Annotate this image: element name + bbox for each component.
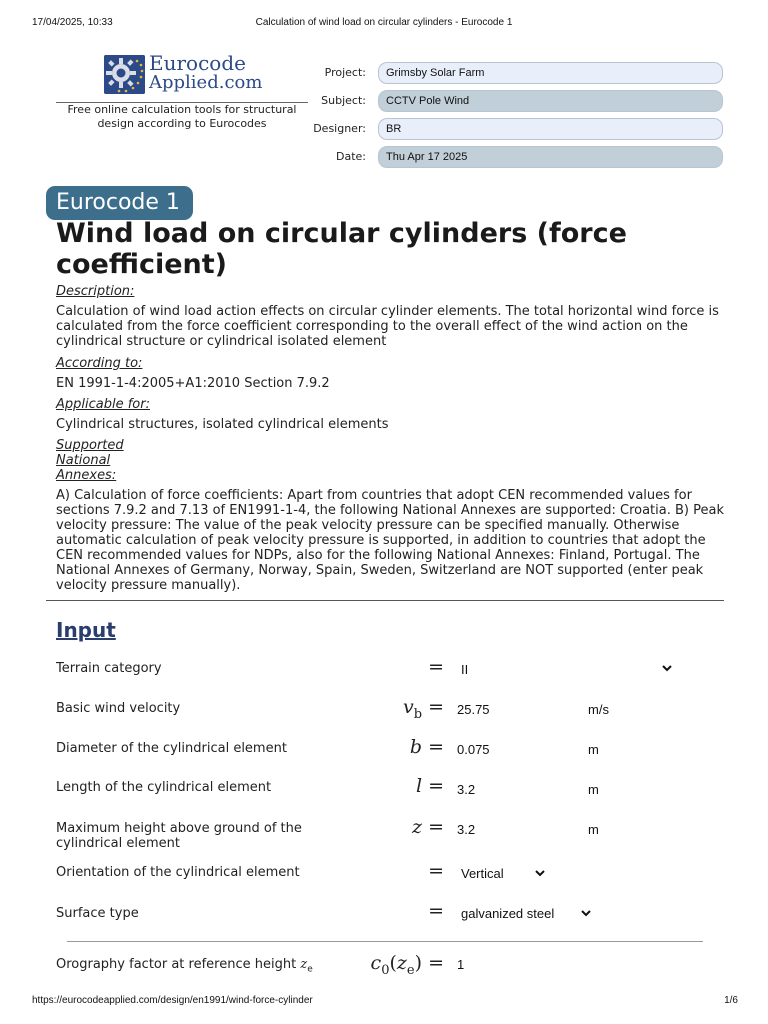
designer-label: Designer:: [313, 122, 366, 135]
terrain-category-label: Terrain category: [56, 661, 162, 676]
gear-logo-icon: [104, 55, 145, 94]
orography-label: Orography factor at reference height $z_e$: [56, 957, 313, 975]
input-divider: [67, 941, 703, 942]
max-height-label-line2: cylindrical element: [56, 836, 180, 851]
print-footer: [0, 995, 768, 1009]
max-height-label-line1: Maximum height above ground of the: [56, 821, 302, 836]
orography-input[interactable]: 1: [457, 957, 465, 972]
length-input[interactable]: 3.2: [457, 782, 476, 797]
description-text: Calculation of wind load action effects on circular cylinder elements. The total horizontal wind force is calculated from the force coefficient corresponding to the overall effect of the wind action on the cylindrical structure or cylindrical isolated element: [56, 304, 719, 349]
basic-wind-velocity-symbol: $v_b$ =: [402, 696, 444, 722]
project-field[interactable]: Grimsby Solar Farm: [378, 62, 723, 84]
subject-label: Subject:: [321, 94, 366, 107]
length-symbol: l =: [415, 775, 444, 797]
print-title: Calculation of wind load on circular cylinders - Eurocode 1: [255, 17, 513, 28]
orientation-equals: =: [428, 860, 444, 882]
terrain-category-select[interactable]: II: [461, 662, 469, 677]
date-label: Date:: [336, 150, 366, 163]
eurocode-badge: Eurocode 1: [46, 186, 193, 220]
annexes-heading-line3: Annexes:: [56, 468, 117, 483]
basic-wind-velocity-input[interactable]: 25.75: [457, 702, 490, 717]
print-header: [0, 17, 768, 31]
designer-field[interactable]: BR: [378, 118, 723, 140]
max-height-input[interactable]: 3.2: [457, 822, 476, 837]
annexes-heading-line1: Supported: [56, 438, 124, 453]
chevron-down-icon[interactable]: [581, 910, 591, 917]
subject-field[interactable]: CCTV Pole Wind: [378, 90, 723, 112]
page-number: 1/6: [724, 995, 738, 1006]
diameter-unit: m: [588, 742, 599, 757]
section-divider: [46, 600, 724, 601]
diameter-input[interactable]: 0.075: [457, 742, 490, 757]
input-heading: Input: [56, 618, 116, 642]
applicable-for-heading: Applicable for:: [56, 397, 150, 412]
logo-text-line1: Eurocode: [149, 51, 246, 75]
logo[interactable]: [104, 51, 264, 96]
basic-wind-velocity-unit: m/s: [588, 702, 609, 717]
date-field[interactable]: Thu Apr 17 2025: [378, 146, 723, 168]
print-url: https://eurocodeapplied.com/design/en1991/wind-force-cylinder: [32, 995, 313, 1006]
according-to-heading: According to:: [56, 356, 143, 371]
page-title: Wind load on circular cylinders (force coefficient): [56, 218, 627, 280]
basic-wind-velocity-label: Basic wind velocity: [56, 701, 181, 716]
length-label: Length of the cylindrical element: [56, 780, 272, 795]
chevron-down-icon[interactable]: [535, 870, 545, 877]
surface-type-label: Surface type: [56, 906, 139, 921]
orography-symbol: $c_0(z_e)$ =: [370, 952, 444, 978]
orientation-select[interactable]: Vertical: [461, 866, 504, 881]
logo-text-line2: Applied.com: [149, 72, 263, 93]
terrain-equals: =: [428, 656, 444, 678]
according-to-text: EN 1991-1-4:2005+A1:2010 Section 7.9.2: [56, 376, 330, 391]
max-height-symbol: z =: [412, 816, 444, 838]
diameter-symbol: b =: [409, 736, 444, 758]
surface-type-equals: =: [428, 900, 444, 922]
description-heading: Description:: [56, 284, 135, 299]
applicable-for-text: Cylindrical structures, isolated cylindrical elements: [56, 417, 389, 432]
diameter-label: Diameter of the cylindrical element: [56, 741, 287, 756]
project-label: Project:: [324, 66, 366, 79]
surface-type-select[interactable]: galvanized steel: [461, 906, 555, 921]
max-height-unit: m: [588, 822, 599, 837]
length-unit: m: [588, 782, 599, 797]
chevron-down-icon[interactable]: [662, 665, 672, 672]
annexes-heading-line2: National: [56, 453, 111, 468]
orientation-label: Orientation of the cylindrical element: [56, 865, 300, 880]
print-timestamp: 17/04/2025, 10:33: [32, 17, 113, 28]
tagline: Free online calculation tools for structural design according to Eurocodes: [67, 103, 297, 130]
annexes-text: A) Calculation of force coefficients: Apart from countries that adopt CEN recommended values for sections 7.9.2 and 7.13 of EN1991-1-4, the following National Annexes are supported: Croatia. B) Peak velocity pressure: The value of the peak velocity pressure can be specified manually. Otherwise automatic calculation of peak velocity pressure is supported, in addition to countries that adopt the CEN recommended values for NDPs, also for the following National Annexes: Finland, Portugal. The National Annexes of Germany, Norway, Spain, Sweden, Switzerland are NOT supported (enter peak velocity pressure manually).: [56, 488, 724, 593]
